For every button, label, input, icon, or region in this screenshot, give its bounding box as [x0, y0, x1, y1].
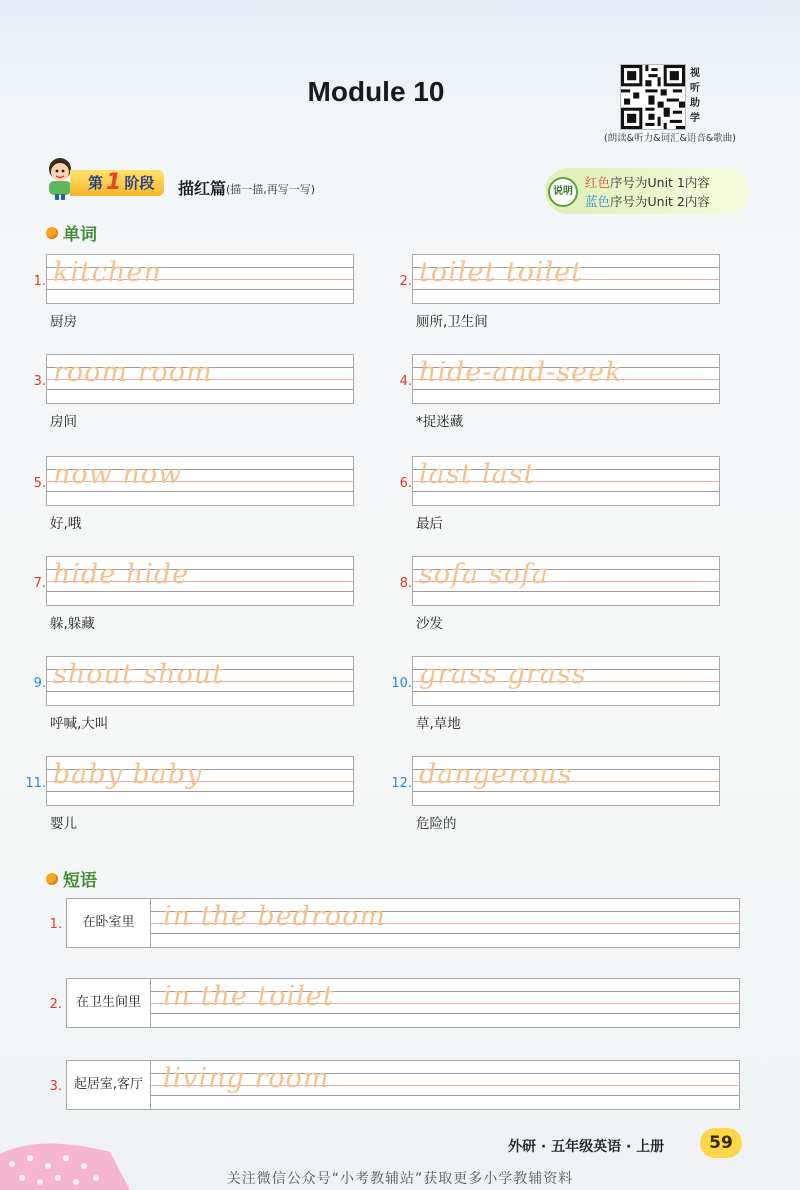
guide-line [413, 591, 719, 592]
phrase-meaning: 在卧室里 [67, 899, 151, 947]
word-meaning: 草,草地 [416, 716, 461, 732]
trace-word: grass grass [419, 659, 587, 690]
qr-code[interactable] [620, 64, 686, 130]
word-number: 5. [33, 476, 46, 491]
handwriting-box[interactable] [412, 656, 720, 706]
word-item [386, 254, 746, 330]
trace-word: kitchen [53, 257, 162, 288]
guide-line [413, 389, 719, 390]
bullet-dot-icon [46, 227, 58, 239]
handwriting-box[interactable] [412, 456, 720, 506]
trace-word: toilet toilet [419, 257, 583, 288]
words-heading: 单词 [46, 220, 97, 245]
legend-red-line: 红色序号为Unit 1内容 [585, 175, 710, 190]
word-meaning: 房间 [50, 414, 77, 430]
word-item [20, 254, 380, 330]
phrase-number: 2. [49, 997, 62, 1012]
guide-line [47, 491, 353, 492]
watermark-text: 关注微信公众号“小考教辅站”获取更多小学教辅资料 [226, 1171, 574, 1187]
guide-line [413, 289, 719, 290]
word-number: 10. [391, 676, 412, 691]
word-number: 9. [33, 676, 46, 691]
guide-line [151, 933, 739, 934]
word-number: 2. [399, 274, 412, 289]
word-number: 7. [33, 576, 46, 591]
handwriting-box[interactable] [46, 656, 354, 706]
word-item [20, 656, 380, 732]
qr-code-icon [621, 65, 685, 129]
word-item [20, 456, 380, 532]
word-item [386, 456, 746, 532]
word-number: 6. [399, 476, 412, 491]
phrases-heading: 短语 [46, 866, 97, 891]
trace-word: dangerous [419, 759, 573, 790]
word-item [386, 354, 746, 430]
legend-badge: 说明 [548, 177, 578, 207]
trace-phrase: in the bedroom [163, 901, 386, 932]
word-meaning: 沙发 [416, 616, 443, 632]
guide-line [47, 389, 353, 390]
word-item [386, 756, 746, 832]
word-item [20, 556, 380, 632]
trace-word: hide-and-seek [419, 357, 623, 388]
trace-word: shout shout [53, 659, 225, 690]
word-item [20, 354, 380, 430]
phrase-number: 1. [49, 917, 62, 932]
word-item [386, 556, 746, 632]
stage-title: 描红篇 [178, 179, 227, 198]
handwriting-box[interactable] [66, 978, 740, 1028]
word-meaning: 好,哦 [50, 516, 82, 532]
book-title: 外研 · 五年级英语 · 上册 [508, 1139, 665, 1155]
word-meaning: 呼喊,大叫 [50, 716, 109, 732]
bullet-dot-icon [46, 873, 58, 885]
guide-line [413, 691, 719, 692]
qr-side-label: 视 听 助 学 [690, 68, 700, 124]
word-meaning: 最后 [416, 516, 443, 532]
guide-line [151, 1095, 739, 1096]
trace-word: last last [419, 459, 536, 490]
legend-blue-line: 蓝色序号为Unit 2内容 [585, 194, 710, 209]
word-number: 1. [33, 274, 46, 289]
handwriting-box[interactable] [46, 756, 354, 806]
guide-line [151, 1013, 739, 1014]
trace-phrase: living room [163, 1063, 330, 1094]
trace-word: hide hide [53, 559, 190, 590]
guide-line [413, 791, 719, 792]
page-title: Module 10 [307, 76, 445, 107]
handwriting-box[interactable] [412, 556, 720, 606]
handwriting-box[interactable] [46, 456, 354, 506]
word-number: 8. [399, 576, 412, 591]
stage-subtitle: (描一描,再写一写) [226, 183, 316, 196]
trace-word: room room [53, 357, 213, 388]
word-meaning: 躲,躲藏 [50, 616, 95, 632]
handwriting-box[interactable] [412, 756, 720, 806]
stage-badge: 第 1 阶段 [70, 170, 164, 196]
handwriting-box[interactable] [66, 898, 740, 948]
trace-phrase: in the toilet [163, 981, 335, 1012]
guide-line [47, 691, 353, 692]
guide-line [413, 491, 719, 492]
handwriting-box[interactable] [46, 556, 354, 606]
handwriting-box[interactable] [66, 1060, 740, 1110]
guide-line [47, 791, 353, 792]
word-number: 3. [33, 374, 46, 389]
phrase-number: 3. [49, 1079, 62, 1094]
legend-note [545, 168, 750, 214]
guide-line [47, 591, 353, 592]
guide-line [47, 289, 353, 290]
word-number: 4. [399, 374, 412, 389]
word-meaning: 婴儿 [50, 816, 77, 832]
trace-word: now now [53, 459, 183, 490]
page-number: 59 [700, 1128, 742, 1158]
handwriting-box[interactable] [412, 254, 720, 304]
word-meaning: 厕所,卫生间 [416, 314, 488, 330]
qr-caption: (朗读&听力&词汇&语音&歌曲) [603, 133, 737, 144]
handwriting-box[interactable] [46, 254, 354, 304]
word-meaning: *捉迷藏 [416, 414, 464, 430]
word-number: 11. [25, 776, 46, 791]
handwriting-box[interactable] [412, 354, 720, 404]
phrase-item [44, 898, 744, 948]
trace-word: sofa sofa [419, 559, 549, 590]
phrase-item [44, 978, 744, 1028]
handwriting-box[interactable] [46, 354, 354, 404]
word-number: 12. [391, 776, 412, 791]
word-item [20, 756, 380, 832]
word-meaning: 厨房 [50, 314, 77, 330]
phrase-item [44, 1060, 744, 1110]
phrase-meaning: 起居室,客厅 [67, 1061, 151, 1109]
phrase-meaning: 在卫生间里 [67, 979, 151, 1027]
word-item [386, 656, 746, 732]
trace-word: baby baby [53, 759, 203, 790]
word-meaning: 危险的 [416, 816, 457, 832]
